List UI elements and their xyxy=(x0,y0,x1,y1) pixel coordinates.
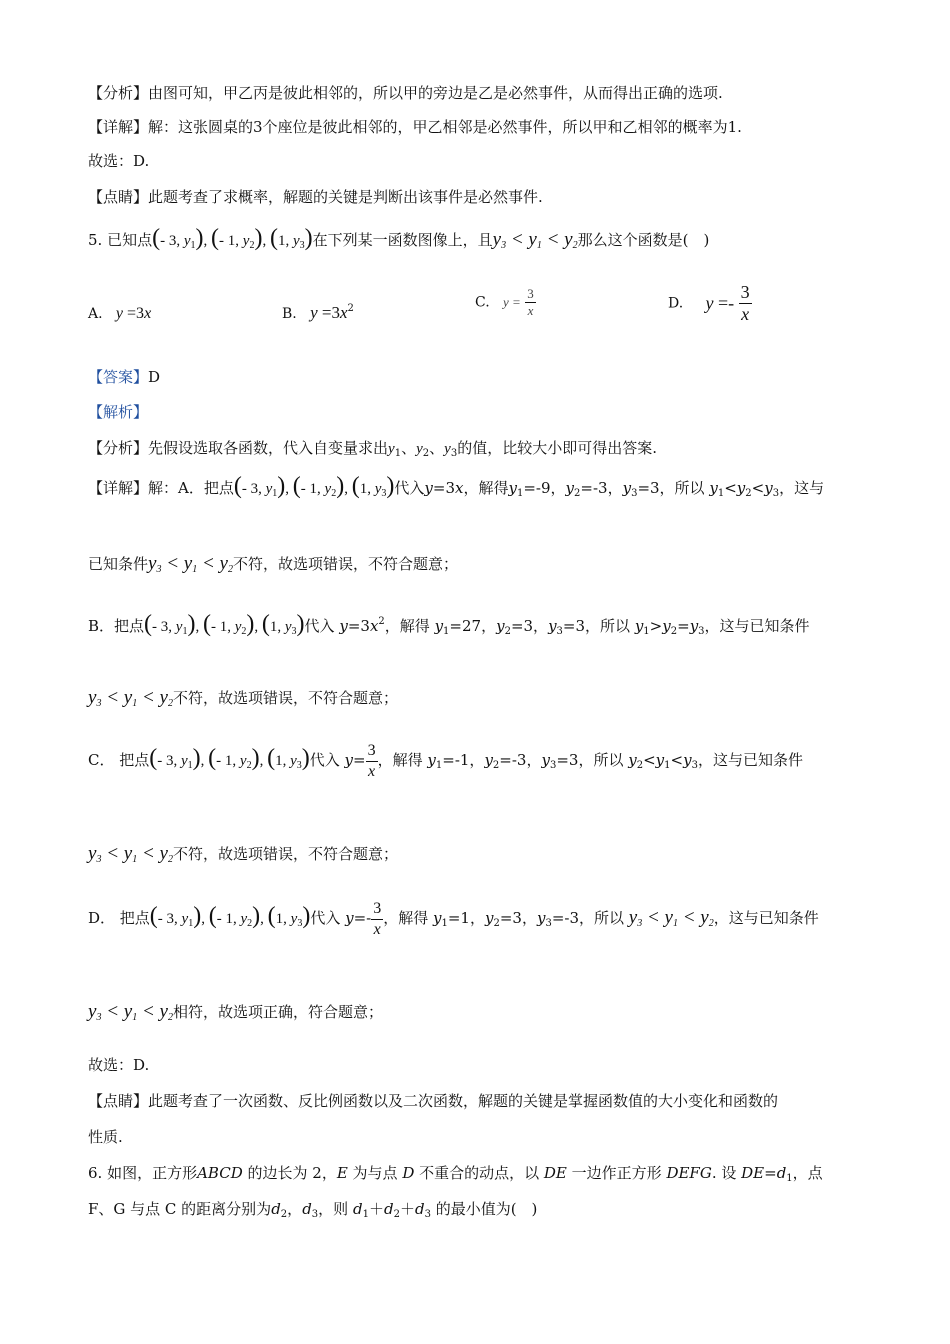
detail-text: 解：这张圆桌的3个座位是彼此相邻的，甲乙相邻是必然事件，所以甲和乙相邻的概率为1. xyxy=(148,118,742,136)
detail-a: 【详解】解：A．把点(- 3, $y_1$), (- 1, $y_2$), (1, $y_3$)代入y=3x，解得$y_1=-9$，$y_2=-3$，$y_3=3$，所以 $y_1<y_2<y_3$，这与 xyxy=(88,473,825,499)
analysis-5-tag: 【分析】 xyxy=(88,439,149,457)
analysis-text: 由图可知，甲乙丙是彼此相邻的，所以甲的旁边是乙是必然事件，从而得出正确的选项. xyxy=(148,84,723,102)
comment-text: 此题考查了求概率，解题的关键是判断出该事件是必然事件. xyxy=(148,188,543,206)
option-d-formula: y xyxy=(705,293,714,313)
comment-5-line2: 性质. xyxy=(88,1128,123,1146)
detail-line xyxy=(88,116,742,138)
option-b[interactable]: B. $y =3x^2$ xyxy=(282,303,354,322)
detail-a-tag: 【详解】 xyxy=(88,479,149,497)
detail-c-line2: $y_3 < y_1 < y_2$不符，故选项错误，不符合题意； xyxy=(88,843,398,865)
choice-line xyxy=(88,150,149,172)
choice-text: 故选：D. xyxy=(88,152,150,170)
comment-5: 【点睛】此题考查了一次函数、反比例函数以及二次函数，解题的关键是掌握函数值的大小变化和函数的 xyxy=(88,1092,779,1110)
comment-line xyxy=(88,186,543,208)
detail-a-line2: 已知条件$y_3 < y_1 < y_2$不符，故选项错误，不符合题意； xyxy=(88,553,458,575)
answer-value: D xyxy=(148,368,161,386)
answer-tag: 【答案】 xyxy=(88,368,149,386)
question-6-line2: F、G 与点 C 的距离分别为$d_2$，$d_3$，则 $d_1+d_2+d_3$ 的最小值为( ) xyxy=(88,1200,538,1220)
option-a-formula: y xyxy=(115,305,124,322)
jiexi-line xyxy=(88,401,148,423)
analysis-line xyxy=(88,82,723,104)
option-c[interactable]: C. y = $\frac{3}{x}$ xyxy=(475,286,534,318)
q5-prefix: 5. 已知点 xyxy=(88,231,153,249)
q5-suffix: 那么这个函数是( ) xyxy=(577,231,710,249)
analysis-tag: 【分析】 xyxy=(88,84,149,102)
comment-tag: 【点睛】 xyxy=(88,188,149,206)
detail-b: B．把点(- 3, $y_1$), (- 1, $y_2$), (1, $y_3$)代入 $y=3x^2$，解得 $y_1=27$，$y_2=3$，$y_3=3$，所以 $y_1>y_2=y_3$，这与已知条件 xyxy=(88,611,810,637)
option-c-formula: y = xyxy=(503,294,521,310)
comment-5-tag: 【点睛】 xyxy=(88,1092,149,1110)
option-d[interactable]: D. y =- $\frac{3}{x}$ xyxy=(668,282,750,324)
jiexi-tag: 【解析】 xyxy=(88,403,149,421)
analysis-5: 【分析】先假设选取各函数，代入自变量求出$y_1$、$y_2$、$y_3$的值，比较大小即可得出答案. xyxy=(88,439,657,459)
question-5 xyxy=(88,222,709,262)
q5-inequality: $y_3 < y_1 < y_2$ xyxy=(492,229,578,251)
answer-line xyxy=(88,366,160,388)
final-choice: 故选：D. xyxy=(88,1056,150,1074)
detail-d: D． 把点(- 3, $y_1$), (- 1, $y_2$), (1, $y_3$)代入 y=- $\frac{3}{x}$ ，解得 $y_1=1$，$y_2=3$，$y_3=-3$，所以 $y_3 < y_1 < y_2$，这与已知条件 xyxy=(88,899,819,938)
q5-middle: 在下列某一函数图像上，且 xyxy=(312,231,493,249)
detail-tag: 【详解】 xyxy=(88,118,149,136)
question-6: 6. 如图，正方形ABCD 的边长为 2，E 为与点 D 不重合的动点，以 DE 一边作正方形 DEFG. 设 $DE=d_1$，点 xyxy=(88,1164,823,1184)
detail-c: C． 把点(- 3, $y_1$), (- 1, $y_2$), (1, $y_3$)代入 y= $\frac{3}{x}$ ，解得 $y_1=-1$，$y_2=-3$，$y_3=3$，所以 $y_2<y_1<y_3$，这与已知条件 xyxy=(88,741,803,780)
q5-points-formula: (- 3, $y_1$), (- 1, $y_2$), (1, $y_3$) xyxy=(152,225,313,251)
option-b-formula: y xyxy=(310,303,318,322)
detail-d-line2: $y_3 < y_1 < y_2$相符，故选项正确，符合题意； xyxy=(88,1001,383,1023)
option-a[interactable]: A. y =3x xyxy=(88,305,152,322)
detail-b-line2: $y_3 < y_1 < y_2$不符，故选项错误，不符合题意； xyxy=(88,687,398,709)
